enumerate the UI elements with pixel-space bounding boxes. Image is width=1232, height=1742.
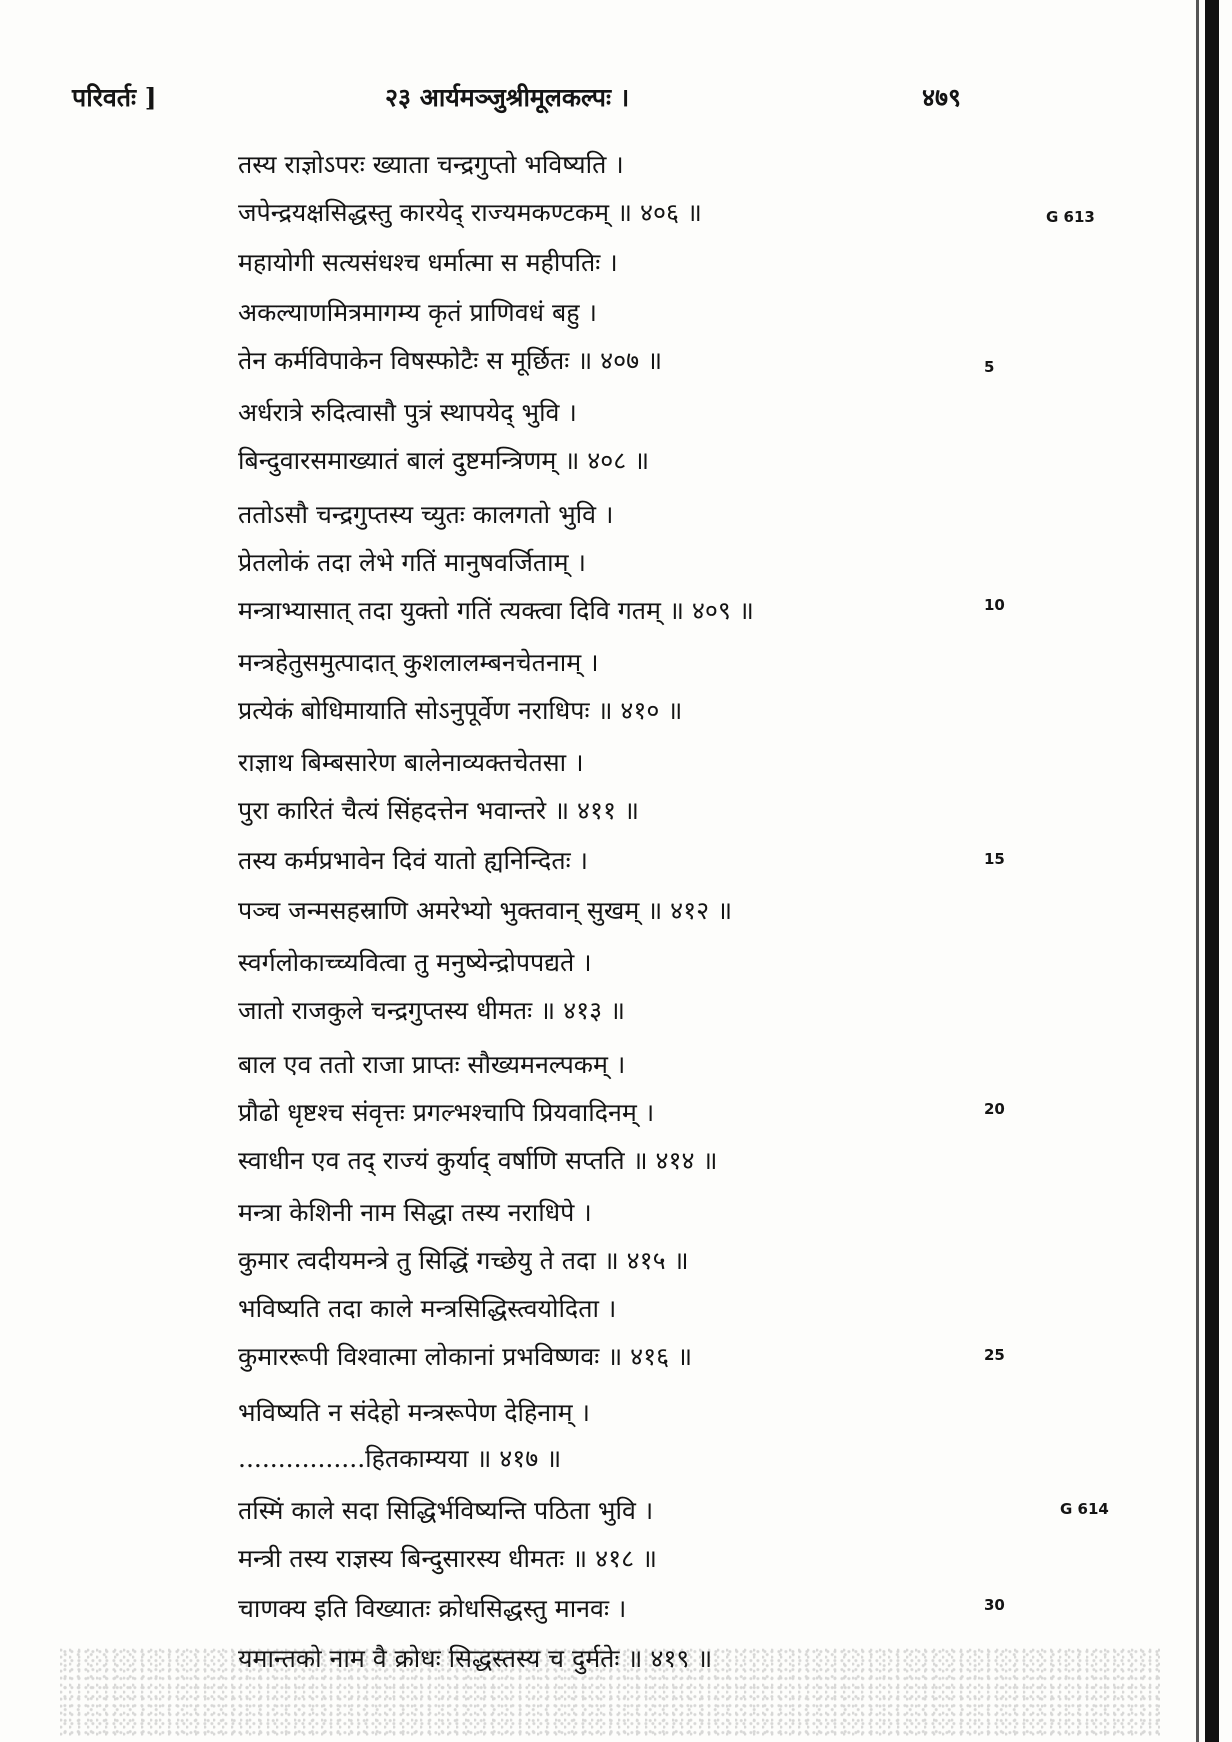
verse-line: प्रत्येकं बोधिमायाति सोऽनुपूर्वेण नराधिपः ॥ ४१० ॥: [238, 696, 683, 725]
verse-line: अकल्याणमित्रमागम्य कृतं प्राणिवधं बहु ।: [238, 298, 597, 327]
verse-line: राज्ञाथ बिम्बसारेण बालेनाव्यक्तचेतसा ।: [238, 748, 584, 777]
margin-reference: G 614: [1060, 1500, 1109, 1518]
running-head-title: २३ आर्यमञ्जुश्रीमूलकल्पः ।: [385, 83, 630, 112]
binding-edge: [1196, 0, 1199, 1742]
verse-line: स्वर्गलोकाच्च्यवित्वा तु मनुष्येन्द्रोपपद्यते ।: [238, 948, 592, 977]
verse-line: भविष्यति तदा काले मन्त्रसिद्धिस्त्वयोदिता ।: [238, 1294, 617, 1323]
verse-line: महायोगी सत्यसंधश्च धर्मात्मा स महीपतिः ।: [238, 248, 618, 277]
verse-line: पुरा कारितं चैत्यं सिंहदत्तेन भवान्तरे ॥ ४११ ॥: [238, 796, 639, 825]
line-number: 25: [984, 1346, 1005, 1364]
line-number: 5: [984, 358, 995, 376]
verse-line: बिन्दुवारसमाख्यातं बालं दुष्टमन्त्रिणम् ॥ ४०८ ॥: [238, 446, 650, 475]
verse-line: पञ्च जन्मसहस्राणि अमरेभ्यो भुक्तवान् सुखम् ॥ ४१२ ॥: [238, 896, 733, 925]
running-head-left: परिवर्तः ]: [72, 83, 157, 112]
verse-line: ................हितकाम्यया ॥ ४१७ ॥: [238, 1444, 562, 1473]
verse-line: मन्त्रा केशिनी नाम सिद्धा तस्य नराधिपे ।: [238, 1198, 592, 1227]
verse-line: मन्त्राभ्यासात् तदा युक्तो गतिं त्यक्त्वा दिवि गतम् ॥ ४०९ ॥: [238, 596, 754, 625]
verse-line: जातो राजकुले चन्द्रगुप्तस्य धीमतः ॥ ४१३ ॥: [238, 996, 626, 1025]
line-number: 30: [984, 1596, 1005, 1614]
verse-line: तेन कर्मविपाकेन विषस्फोटैः स मूर्छितः ॥ ४०७ ॥: [238, 346, 663, 375]
scan-noise: [60, 1648, 1160, 1738]
verse-line: प्रौढो धृष्टश्च संवृत्तः प्रगल्भश्चापि प्रियवादिनम् ।: [238, 1098, 655, 1127]
verse-line: जपेन्द्रयक्षसिद्धस्तु कारयेद् राज्यमकण्टकम् ॥ ४०६ ॥: [238, 198, 702, 227]
line-number: 15: [984, 850, 1005, 868]
verse-line: अर्धरात्रे रुदित्वासौ पुत्रं स्थापयेद् भुवि ।: [238, 398, 577, 427]
verse-line: मन्त्रहेतुसमुत्पादात् कुशलालम्बनचेतनाम् ।: [238, 648, 599, 677]
margin-reference: G 613: [1046, 208, 1095, 226]
verse-line: चाणक्य इति विख्यातः क्रोधसिद्धस्तु मानवः ।: [238, 1594, 627, 1623]
verse-line: भविष्यति न संदेहो मन्त्ररूपेण देहिनाम् ।: [238, 1398, 590, 1427]
verse-line: तस्य राज्ञोऽपरः ख्याता चन्द्रगुप्तो भविष्यति ।: [238, 150, 624, 179]
verse-line: तस्मिं काले सदा सिद्धिर्भविष्यन्ति पठिता भुवि ।: [238, 1496, 654, 1525]
line-number: 10: [984, 596, 1005, 614]
verse-line: मन्त्री तस्य राज्ञस्य बिन्दुसारस्य धीमतः ॥ ४१८ ॥: [238, 1544, 658, 1573]
verse-line: कुमाररूपी विश्वात्मा लोकानां प्रभविष्णवः ॥ ४१६ ॥: [238, 1342, 693, 1371]
verse-line: स्वाधीन एव तद् राज्यं कुर्याद् वर्षाणि सप्तति ॥ ४१४ ॥: [238, 1146, 718, 1175]
verse-line: यमान्तको नाम वै क्रोधः सिद्धस्तस्य च दुर्मतेः ॥ ४१९ ॥: [238, 1644, 713, 1673]
verse-line: बाल एव ततो राजा प्राप्तः सौख्यमनल्पकम् ।: [238, 1050, 626, 1079]
verse-line: प्रेतलोकं तदा लेभे गतिं मानुषवर्जिताम् ।: [238, 548, 586, 577]
line-number: 20: [984, 1100, 1005, 1118]
verse-line: ततोऽसौ चन्द्रगुप्तस्य च्युतः कालगतो भुवि ।: [238, 500, 614, 529]
page-number: ४७९: [922, 83, 962, 112]
verse-line: कुमार त्वदीयमन्त्रे तु सिद्धिं गच्छेयु ते तदा ॥ ४१५ ॥: [238, 1246, 689, 1275]
verse-line: तस्य कर्मप्रभावेन दिवं यातो ह्यनिन्दितः ।: [238, 846, 589, 875]
binding-shadow: [1205, 0, 1219, 1742]
